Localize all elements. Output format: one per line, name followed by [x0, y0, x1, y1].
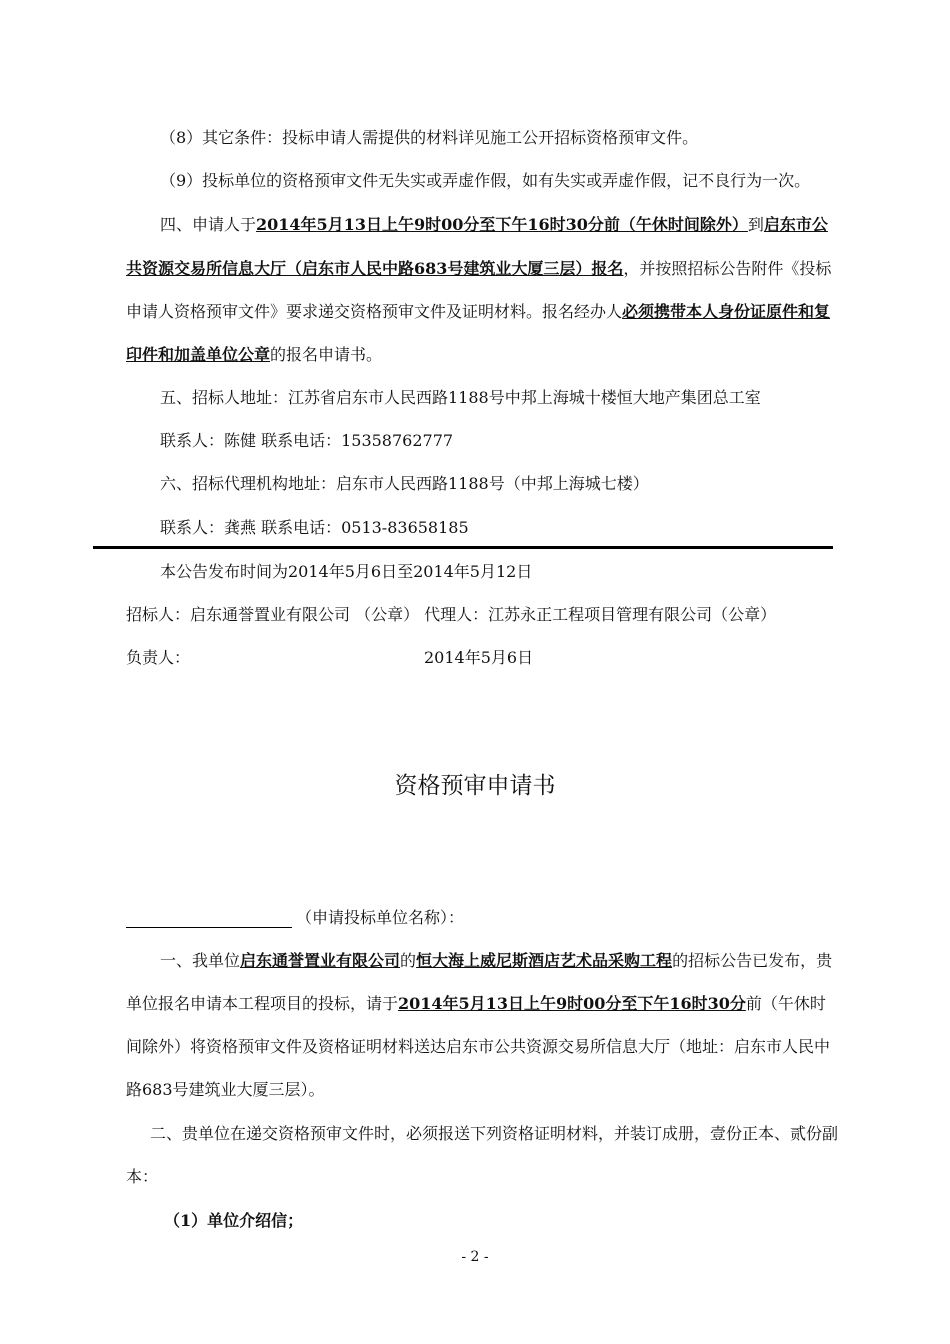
item-9: （9）投标单位的资格预审文件无失实或弄虚作假，如有失实或弄虚作假，记不良行为一次。 — [160, 171, 811, 190]
responsible-person: 负责人： — [126, 648, 191, 667]
section-4-line-2: 共资源交易所信息大厅（启东市人民中路683号建筑业大厦三层）报名，并按照招标公告附件《投标 — [126, 259, 832, 278]
form-title: 资格预审申请书 — [394, 773, 556, 799]
item-8: （8）其它条件：投标申请人需提供的材料详见施工公开招标资格预审文件。 — [160, 128, 699, 147]
horizontal-divider — [93, 546, 833, 549]
form-s1-line-1: 一、我单位启东通誉置业有限公司的恒大海上威尼斯酒店艺术品采购工程的招标公告已发布，贵 — [160, 951, 833, 970]
page-number: - 2 - — [461, 1249, 489, 1265]
signers-line: 招标人：启东通誉置业有限公司 （公章） 代理人：江苏永正工程项目管理有限公司（公章） — [126, 605, 777, 624]
agency-address: 六、招标代理机构地址：启东市人民西路1188号（中邦上海城七楼） — [160, 474, 649, 493]
notice-date: 2014年5月6日 — [424, 648, 534, 667]
form-s1-line-3: 间除外）将资格预审文件及资格证明材料送达启东市公共资源交易所信息大厅（地址：启东市人民中 — [126, 1037, 831, 1056]
form-s2-line-2: 本： — [126, 1167, 159, 1186]
tenderer-address: 五、招标人地址：江苏省启东市人民西路1188号中邦上海城十楼恒大地产集团总工室 — [160, 388, 761, 407]
section-4-line-3: 申请人资格预审文件》要求递交资格预审文件及证明材料。报名经办人必须携带本人身份证原件和复 — [126, 302, 831, 321]
tenderer-contact: 联系人：陈健 联系电话：15358762777 — [160, 431, 454, 450]
section-4-line-1: 四、申请人于2014年5月13日上午9时00分至下午16时30分前（午休时间除外）到启东市公 — [160, 215, 828, 234]
form-item-1: （1）单位介绍信； — [164, 1211, 304, 1230]
applicant-name-blank — [126, 911, 292, 928]
agency-contact: 联系人：龚燕 联系电话：0513-83658185 — [160, 518, 469, 537]
publish-period: 本公告发布时间为2014年5月6日至2014年5月12日 — [160, 562, 533, 581]
section-4-line-4: 印件和加盖单位公章的报名申请书。 — [126, 345, 383, 364]
form-s1-line-4: 路683号建筑业大厦三层）。 — [126, 1080, 325, 1099]
form-s2-line-1: 二、贵单位在递交资格预审文件时，必须报送下列资格证明材料，并装订成册，壹份正本、贰份副 — [150, 1124, 839, 1143]
form-s1-line-2: 单位报名申请本工程项目的投标，请于2014年5月13日上午9时00分至下午16时30分前（午休时 — [126, 994, 826, 1013]
addressee-line: （申请投标单位名称）： — [126, 908, 464, 928]
